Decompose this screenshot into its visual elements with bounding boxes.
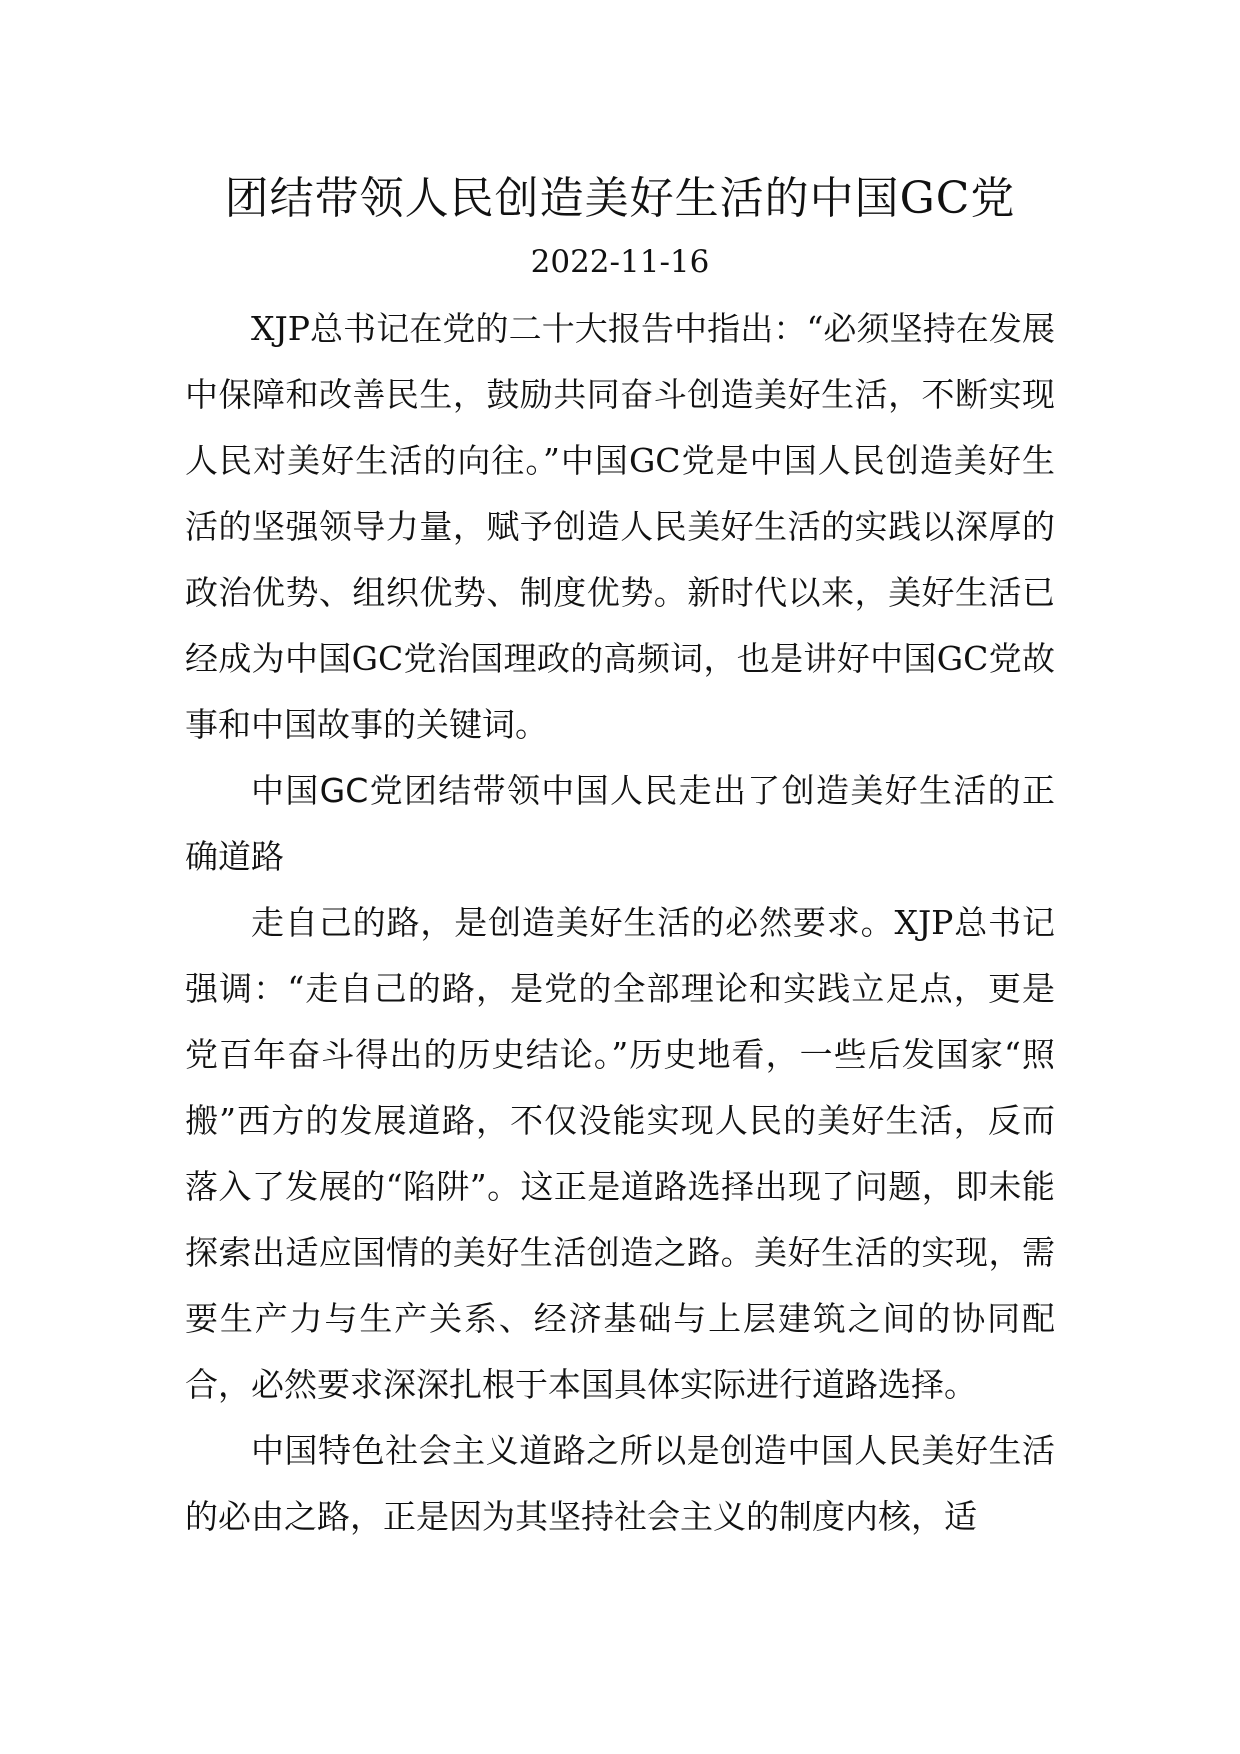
document-date: 2022-11-16 — [530, 244, 710, 280]
document-body — [185, 296, 1055, 1550]
paragraph-intro: XJP总书记在党的二十大报告中指出：“必须坚持在发展中保障和改善民生，鼓励共同奋斗创造美好生活，不断实现人民对美好生活的向往。”中国GC党是中国人民创造美好生活的坚强领导力量，赋予创造人民美好生活的实践以深厚的政治优势、组织优势、制度优势。新时代以来，美好生活已经成为中国GC党治国理政的高频词，也是讲好中国GC党故事和中国故事的关键词。 — [185, 309, 1055, 744]
document-title: 团结带领人民创造美好生活的中国GC党 — [224, 173, 1016, 224]
section-heading: 中国GC党团结带领中国人民走出了创造美好生活的正确道路 — [185, 771, 1055, 876]
paragraph-socialism: 中国特色社会主义道路之所以是创造中国人民美好生活的必由之路，正是因为其坚持社会主义的制度内核，适 — [185, 1431, 1055, 1536]
paragraph-path: 走自己的路，是创造美好生活的必然要求。XJP总书记强调：“走自己的路，是党的全部理论和实践立足点，更是党百年奋斗得出的历史结论。”历史地看，一些后发国家“照搬”西方的发展道路，不仅没能实现人民的美好生活，反而落入了发展的“陷阱”。这正是道路选择出现了问题，即未能探索出适应国情的美好生活创造之路。美好生活的实现，需要生产力与生产关系、经济基础与上层建筑之间的协同配合，必然要求深深扎根于本国具体实际进行道路选择。 — [185, 903, 1055, 1404]
